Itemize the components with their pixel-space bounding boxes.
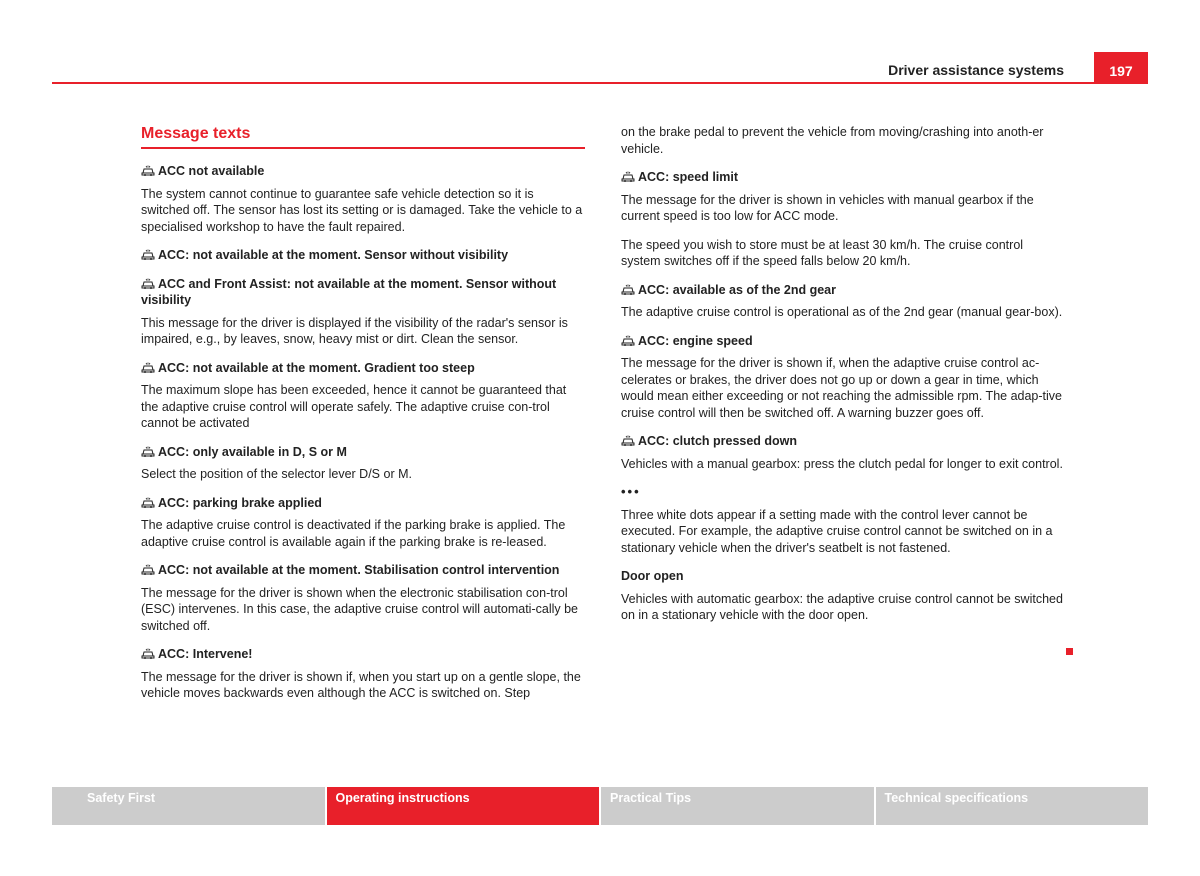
car-warning-icon xyxy=(141,249,155,260)
car-warning-icon xyxy=(621,435,635,446)
message-heading: ACC: not available at the moment. Stabilisation control intervention xyxy=(141,562,585,579)
continuation-text: on the brake pedal to prevent the vehicle from moving/crashing into anoth-er vehicle. xyxy=(621,125,1044,156)
car-warning-icon xyxy=(141,278,155,289)
message-heading: ACC and Front Assist: not available at the moment. Sensor without visibility xyxy=(141,276,557,307)
message-heading: ACC: speed limit xyxy=(621,169,1065,186)
message-text: Select the position of the selector lever D/S or M. xyxy=(141,467,412,481)
page-heading: Message texts xyxy=(141,124,585,149)
car-warning-icon xyxy=(141,446,155,457)
car-warning-icon xyxy=(621,284,635,295)
tab-practical-tips[interactable]: Practical Tips xyxy=(601,787,874,825)
header-rule xyxy=(52,82,1148,84)
car-warning-icon xyxy=(141,497,155,508)
page-number: 197 xyxy=(1094,52,1148,84)
car-warning-icon xyxy=(141,648,155,659)
left-column xyxy=(141,124,585,714)
message-text: The maximum slope has been exceeded, hence it cannot be guaranteed that the adaptive cruise control will operate safely. The adaptive cruise con-trol cannot be activated xyxy=(141,383,567,430)
message-text: The message for the driver is shown if, when the adaptive cruise control ac-celerates or brakes, the driver does not go up or down a gear in time, which would mean either exceeding or not reaching the admissible rpm. The adap-tive cruise control will then be switched off. A warning buzzer goes off. xyxy=(621,356,1062,420)
message-text: The message for the driver is shown when the electronic stabilisation con-trol (ESC) intervenes. In this case, the adaptive cruise control will automati-cally be switched off. xyxy=(141,585,578,633)
tab-safety-first[interactable]: Safety First xyxy=(52,787,325,825)
door-open-text: Vehicles with automatic gearbox: the adaptive cruise control cannot be switched on in a stationary vehicle with the door open. xyxy=(621,591,1063,622)
message-text: This message for the driver is displayed if the visibility of the radar's sensor is impaired, e.g., by leaves, snow, heavy mist or dirt. Clean the sensor. xyxy=(141,315,568,346)
car-warning-icon xyxy=(621,171,635,182)
tab-technical-specifications[interactable]: Technical specifications xyxy=(876,787,1149,825)
message-heading: ACC: not available at the moment. Gradient too steep xyxy=(141,360,585,377)
dots-text: Three white dots appear if a setting made with the control lever cannot be executed. For example, the adaptive cruise control cannot be switched on in a stationary vehicle when the driver's seatbelt is not fastened. xyxy=(621,507,1053,555)
message-heading: ACC: available as of the 2nd gear xyxy=(621,282,1065,299)
car-warning-icon xyxy=(621,335,635,346)
section-title: Driver assistance systems xyxy=(888,62,1064,78)
message-text: The message for the driver is shown in vehicles with manual gearbox if the current speed is too low for ACC mode. xyxy=(621,192,1034,223)
message-text: The speed you wish to store must be at least 30 km/h. The cruise control system switches off if the speed falls below 20 km/h. xyxy=(621,237,1024,268)
three-dots-symbol: ••• xyxy=(621,484,641,499)
door-open-heading: Door open xyxy=(621,569,684,583)
message-heading: ACC: parking brake applied xyxy=(141,495,585,512)
car-warning-icon xyxy=(141,165,155,176)
message-heading: ACC: only available in D, S or M xyxy=(141,444,585,461)
message-text: Vehicles with a manual gearbox: press the clutch pedal for longer to exit control. xyxy=(621,456,1063,471)
tab-operating-instructions[interactable]: Operating instructions xyxy=(327,787,600,825)
message-heading: ACC not available xyxy=(141,163,585,180)
message-heading: ACC: not available at the moment. Sensor without visibility xyxy=(141,247,585,264)
message-text: The message for the driver is shown if, when you start up on a gentle slope, the vehicle moves backwards even although the ACC is switched on. Step xyxy=(141,669,581,700)
section-end-marker xyxy=(1066,648,1073,655)
right-column xyxy=(621,124,1065,636)
car-warning-icon xyxy=(141,564,155,575)
car-warning-icon xyxy=(141,362,155,373)
message-heading: ACC: engine speed xyxy=(621,333,1065,350)
message-text: The adaptive cruise control is operational as of the 2nd gear (manual gear-box). xyxy=(621,305,1063,319)
footer-nav xyxy=(52,787,1148,825)
message-heading: ACC: clutch pressed down xyxy=(621,433,1065,450)
message-heading: ACC: Intervene! xyxy=(141,646,585,663)
message-text: The adaptive cruise control is deactivated if the parking brake is applied. The adaptive cruise control is available again if the parking brake is re-leased. xyxy=(141,518,566,549)
message-text: The system cannot continue to guarantee safe vehicle detection so it is switched off. The sensor has lost its setting or is damaged. Take the vehicle to a specialised workshop to have the fault repaired. xyxy=(141,186,583,234)
